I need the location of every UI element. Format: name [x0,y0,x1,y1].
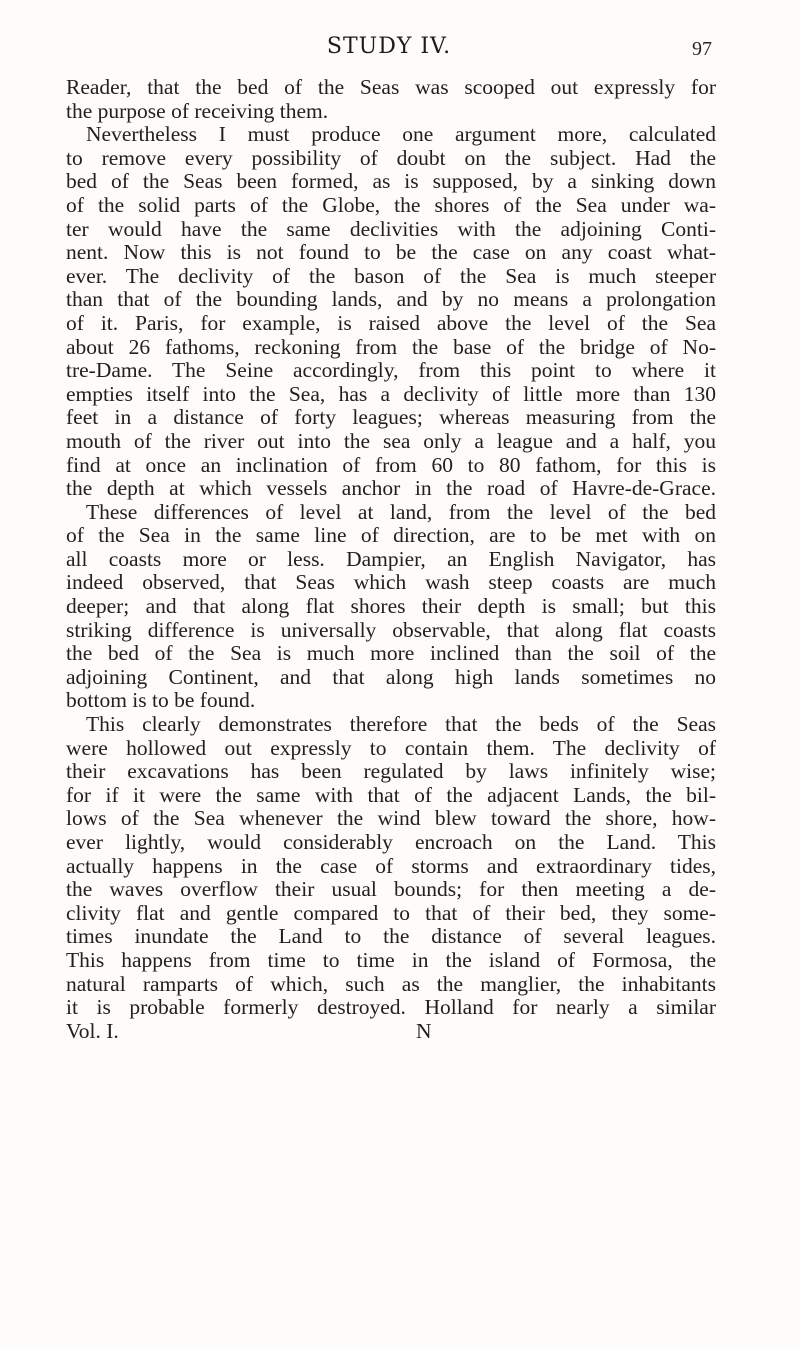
text-line: their excavations has been regulated by laws infinitely wise; [66,760,716,784]
text-line: indeed observed, that Seas which wash steep coasts are much [66,571,716,595]
text-line: natural ramparts of which, such as the manglier, the inhabitants [66,972,716,996]
text-line: feet in a distance of forty leagues; whereas measuring from the [66,406,716,430]
text-line: of the solid parts of the Globe, the shores of the Sea under wa- [66,193,716,217]
text-line: nent. Now this is not found to be the case on any coast what- [66,241,716,265]
volume-mark: Vol. I. [66,1018,119,1043]
text-line: were hollowed out expressly to contain them. The declivity of [66,736,716,760]
body-text [66,76,716,1044]
text-line: lows of the Sea whenever the wind blew toward the shore, how- [66,807,716,831]
text-line: This clearly demonstrates therefore that the beds of the Seas [86,713,716,737]
text-line: mouth of the river out into the sea only a league and a half, you [66,429,716,453]
text-line: tre-Dame. The Seine accordingly, from this point to where it [66,359,716,383]
text-line: actually happens in the case of storms and extraordinary tides, [66,854,716,878]
text-line: find at once an inclination of from 60 to 80 fathom, for this is [66,453,716,477]
text-line: the waves overflow their usual bounds; for then meeting a de- [66,878,716,902]
text-line: for if it were the same with that of the adjacent Lands, the bil- [66,783,716,807]
text-line: of it. Paris, for example, is raised above the level of the Sea [66,311,716,335]
text-line: about 26 fathoms, reckoning from the base of the bridge of No- [66,335,716,359]
text-line: than that of the bounding lands, and by no means a prolongation [66,288,716,312]
text-line: deeper; and that along flat shores their depth is small; but this [66,595,716,619]
text-line: empties itself into the Sea, has a declivity of little more than 130 [66,382,716,406]
text-line: Nevertheless I must produce one argument more, calculated [86,123,716,147]
text-line: These differences of level at land, from the level of the bed [86,500,716,524]
page-number: 97 [692,38,712,60]
text-line: the bed of the Sea is much more inclined than the soil of the [66,642,716,666]
page-header [66,34,712,64]
text-line: to remove every possibility of doubt on the subject. Had the [66,146,716,170]
text-line: all coasts more or less. Dampier, an English Navigator, has [66,547,716,571]
text-line: clivity flat and gentle compared to that of their bed, they some- [66,901,716,925]
text-line: the depth at which vessels anchor in the road of Havre-de-Grace. [66,477,716,501]
running-head: STUDY IV. [326,34,452,59]
text-line: it is probable formerly destroyed. Holland for nearly a similar [66,996,716,1020]
text-line: This happens from time to time in the island of Formosa, the [66,948,716,972]
text-line: the purpose of receiving them. [66,98,329,123]
text-line: ever. The declivity of the bason of the Sea is much steeper [66,264,716,288]
signature-mark: N [416,1018,432,1043]
text-line: striking difference is universally observable, that along flat coasts [66,618,716,642]
text-line: bed of the Seas been formed, as is supposed, by a sinking down [66,170,716,194]
text-line: bottom is to be found. [66,688,256,713]
signature-line [66,1020,716,1044]
text-line: ever lightly, would considerably encroach on the Land. This [66,831,716,854]
text-line: adjoining Continent, and that along high lands sometimes no [66,665,716,689]
text-line: Reader, that the bed of the Seas was scooped out expressly for [66,76,716,99]
text-line: ter would have the same declivities with the adjoining Conti- [66,217,716,241]
text-line: times inundate the Land to the distance of several leagues. [66,925,716,949]
text-line: of the Sea in the same line of direction, are to be met with on [66,524,716,548]
